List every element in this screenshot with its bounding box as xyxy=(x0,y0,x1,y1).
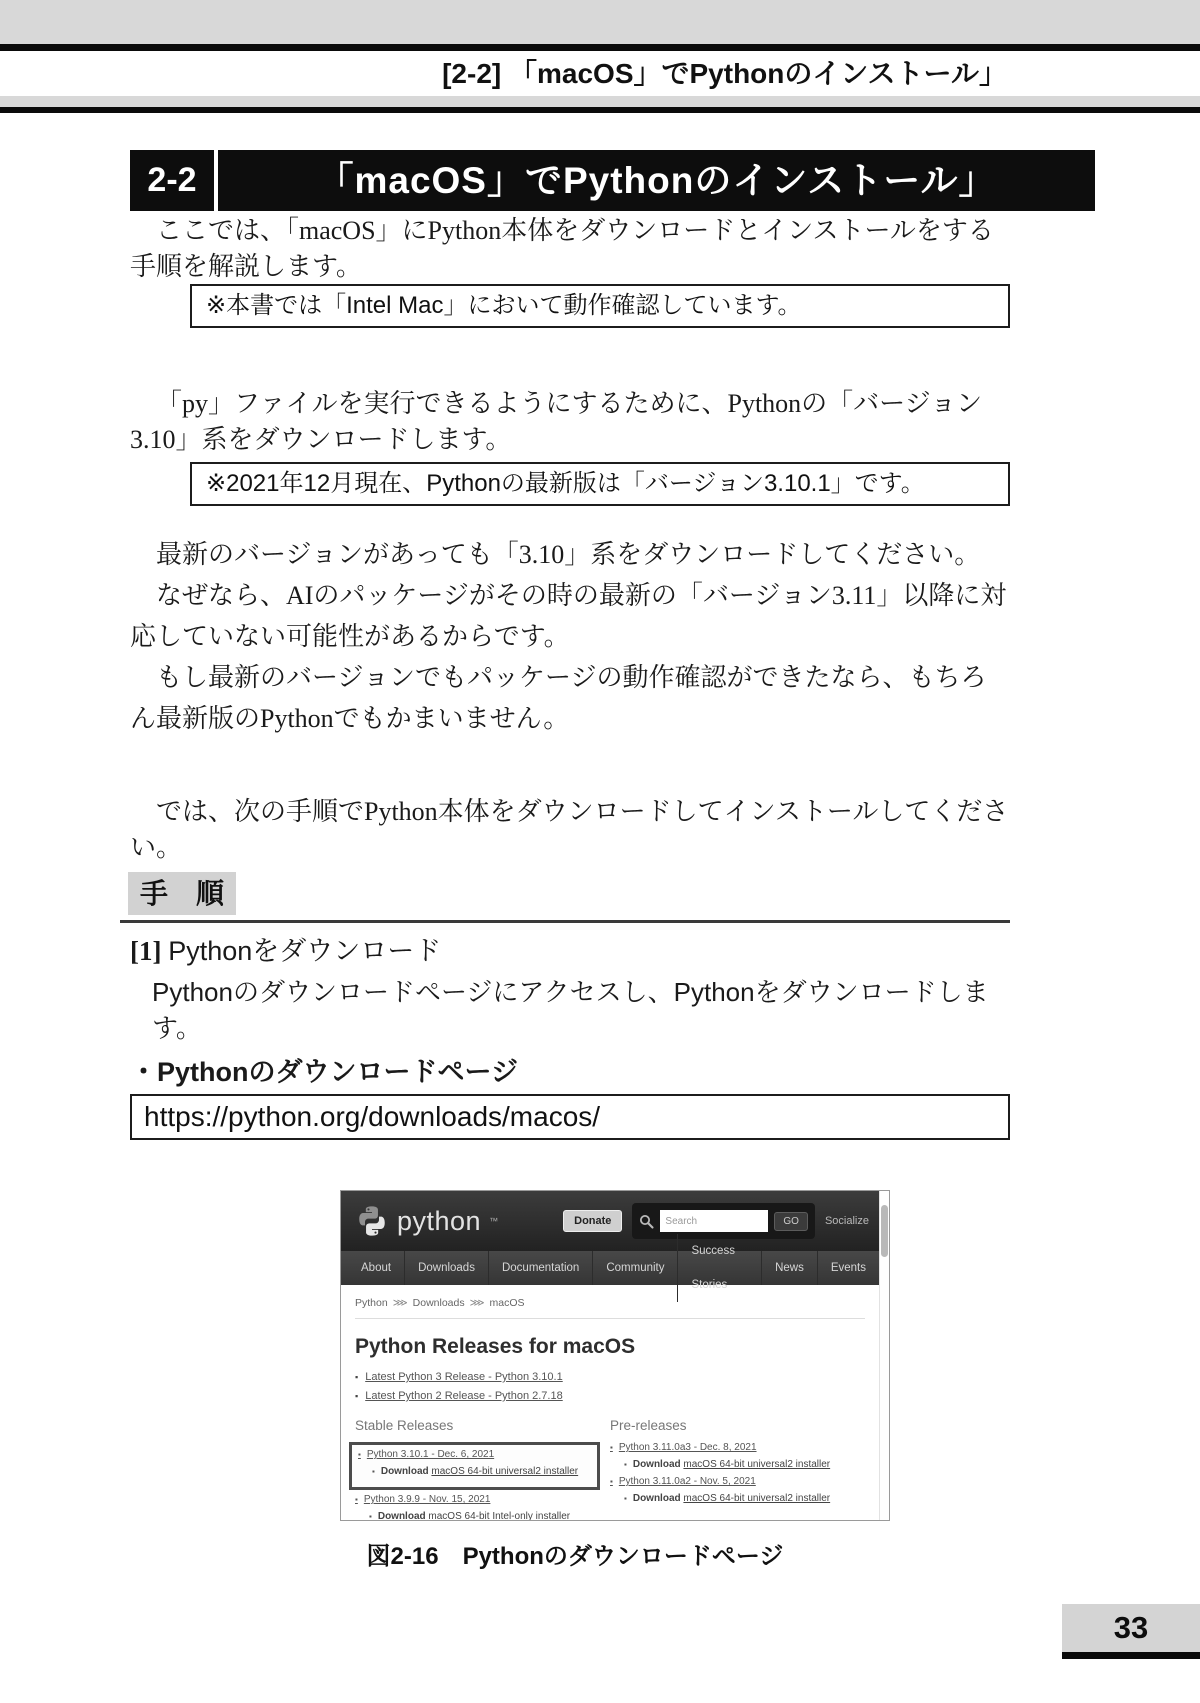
download-word: Download xyxy=(632,1493,681,1504)
breadcrumb-separator: ⋙ xyxy=(392,1297,408,1309)
download-3110a3-universal2-link[interactable]: macOS 64-bit universal2 installer xyxy=(683,1459,831,1470)
nav-news[interactable]: News xyxy=(761,1251,817,1285)
download-word: Download xyxy=(632,1459,681,1470)
download-word: Download xyxy=(377,1511,426,1521)
download-url-box: https://python.org/downloads/macos/ xyxy=(130,1094,1010,1140)
donate-button[interactable]: Donate xyxy=(563,1210,622,1232)
release-python-3101-link[interactable]: ▪ Python 3.10.1 - Dec. 6, 2021 xyxy=(358,1449,494,1460)
highlight-box-python-3101 xyxy=(349,1442,600,1490)
stable-releases-title: Stable Releases xyxy=(355,1418,454,1433)
nav-documentation[interactable]: Documentation xyxy=(488,1251,592,1285)
nav-events[interactable]: Events xyxy=(817,1251,879,1285)
release-download-row xyxy=(624,1493,865,1504)
site-heading: Python Releases for macOS xyxy=(355,1335,636,1358)
steps-rule xyxy=(120,920,1010,923)
nav-about[interactable]: About xyxy=(361,1262,392,1274)
nav-success-stories[interactable]: Success Stories xyxy=(677,1234,761,1302)
note-intel-mac: ※本書では「Intel Mac」において動作確認しています。 xyxy=(190,284,1010,328)
python-wordmark: python xyxy=(397,1205,482,1236)
breadcrumb-python[interactable]: Python xyxy=(355,1297,388,1309)
paragraph-ai-packages: なぜなら、AIのパッケージがその時の最新の「バージョン3.11」以降に対応していない可能性があるからです。 xyxy=(130,581,1007,651)
site-nav xyxy=(341,1245,879,1291)
release-python-3110a3-link[interactable]: ▪ Python 3.11.0a3 - Dec. 8, 2021 xyxy=(610,1442,757,1453)
latest-python3-link[interactable]: Latest Python 3 Release - Python 3.10.1 xyxy=(365,1371,563,1383)
release-python-399-link[interactable]: ▪ Python 3.9.9 - Nov. 15, 2021 xyxy=(355,1494,490,1505)
python-logo[interactable] xyxy=(355,1204,498,1238)
step1-number: [1] xyxy=(130,936,162,966)
step1-heading xyxy=(130,933,1030,969)
paragraph-download-310: 最新のバージョンがあっても「3.10」系をダウンロードしてください。 xyxy=(156,540,981,569)
paragraph-lets-install: では、次の手順でPython本体をダウンロードしてインストールしてください。 xyxy=(130,797,1009,862)
socialize-link[interactable]: Socialize xyxy=(824,1215,869,1227)
page-number: 33 xyxy=(1062,1604,1200,1652)
pre-releases-column xyxy=(610,1418,865,1521)
python-logo-icon xyxy=(355,1204,389,1238)
download-399-intel-link[interactable]: macOS 64-bit Intel-only installer xyxy=(428,1511,571,1521)
release-download-row xyxy=(369,1511,610,1521)
stable-releases-column xyxy=(355,1418,610,1521)
running-head: [2-2] 「macOS」でPythonのインストール」 xyxy=(442,58,1007,89)
release-entry xyxy=(610,1442,865,1453)
release-download-row xyxy=(624,1459,865,1470)
download-3101-universal2-link[interactable]: macOS 64-bit universal2 installer xyxy=(431,1466,579,1477)
search-input[interactable] xyxy=(660,1210,768,1232)
paragraph-newest-ok: もし最新のバージョンでもパッケージの動作確認ができたなら、もちろん最新版のPythonでもかまいません。 xyxy=(130,663,987,733)
note-latest-version: ※2021年12月現在、Pythonの最新版は「バージョン3.10.1」です。 xyxy=(190,462,1010,506)
steps-heading: 手 順 xyxy=(128,872,236,915)
release-entry xyxy=(355,1494,610,1505)
scrollbar-track[interactable] xyxy=(879,1191,889,1520)
download-page-label: ・Pythonのダウンロードページ xyxy=(130,1057,518,1087)
release-entry xyxy=(358,1449,591,1460)
go-button[interactable]: GO xyxy=(774,1212,808,1231)
latest-releases-list xyxy=(355,1371,865,1402)
figure-caption: 図2-16 Pythonのダウンロードページ xyxy=(366,1543,784,1570)
trademark-symbol: ™ xyxy=(489,1216,499,1226)
second-rule xyxy=(0,107,1200,113)
list-item xyxy=(355,1390,865,1402)
paragraph-intro: ここでは、「macOS」にPython本体をダウンロードとインストールをする手順を解説します。 xyxy=(130,216,994,281)
list-item xyxy=(355,1371,865,1383)
download-3110a2-universal2-link[interactable]: macOS 64-bit universal2 installer xyxy=(683,1493,831,1504)
scrollbar-thumb[interactable] xyxy=(881,1205,888,1257)
release-entry xyxy=(610,1476,865,1487)
breadcrumb-macos: macOS xyxy=(489,1297,525,1309)
release-download-row xyxy=(372,1466,591,1477)
step1-title: Pythonをダウンロード xyxy=(168,936,442,966)
section-title-banner: 「macOS」でPythonのインストール」 xyxy=(218,150,1095,211)
paragraph-py-version: 「py」ファイルを実行できるようにするために、Pythonの「バージョン3.10」系をダウンロードします。 xyxy=(130,389,983,454)
nav-downloads[interactable]: Downloads xyxy=(404,1251,488,1285)
download-word: Download xyxy=(380,1466,429,1477)
nav-community[interactable]: Community xyxy=(592,1251,677,1285)
breadcrumb xyxy=(355,1297,865,1319)
latest-python2-link[interactable]: Latest Python 2 Release - Python 2.7.18 xyxy=(365,1390,563,1402)
figure-python-download-page xyxy=(340,1190,890,1521)
page-number-rule xyxy=(1062,1652,1200,1659)
release-python-3110a2-link[interactable]: ▪ Python 3.11.0a2 - Nov. 5, 2021 xyxy=(610,1476,756,1487)
paragraph-block-reason xyxy=(130,534,1010,739)
search-icon xyxy=(639,1214,654,1229)
breadcrumb-separator: ⋙ xyxy=(469,1297,485,1309)
site-content xyxy=(341,1285,879,1521)
breadcrumb-downloads[interactable]: Downloads xyxy=(412,1297,465,1309)
section-number-badge: 2-2 xyxy=(130,150,214,211)
second-gray-band xyxy=(0,96,1200,107)
step1-description: Pythonのダウンロードページにアクセスし、Pythonをダウンロードします。 xyxy=(152,977,989,1043)
top-gray-band xyxy=(0,0,1200,44)
pre-releases-title: Pre-releases xyxy=(610,1418,687,1433)
site-header xyxy=(341,1191,879,1251)
top-rule xyxy=(0,44,1200,51)
